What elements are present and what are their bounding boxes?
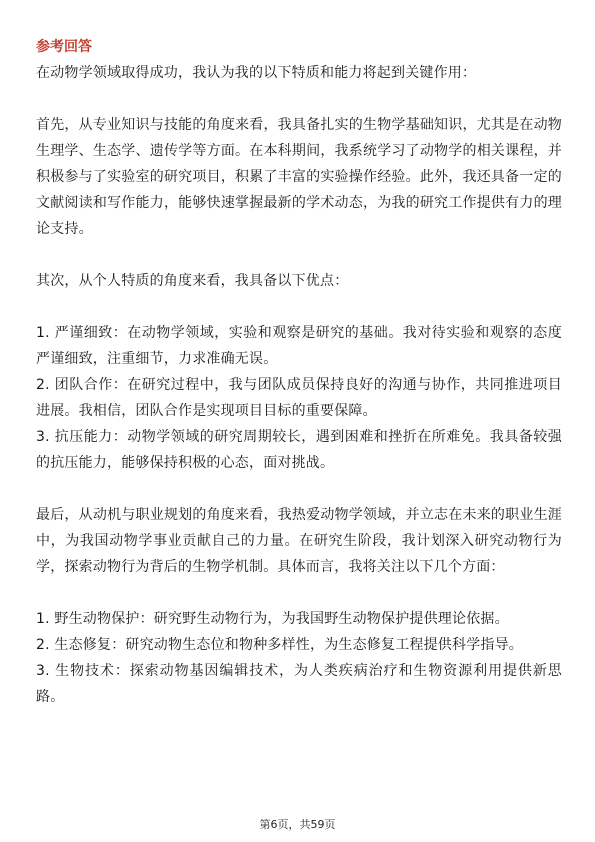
first-paragraph: 首先，从专业知识与技能的角度来看，我具备扎实的生物学基础知识，尤其是在动物生理学、生态学、遗传学等方面。在本科期间，我系统学习了动物学的相关课程，并积极参与了实验室的研究项目，积累了丰富的实验操作经验。此外，我还具备一定的文献阅读和写作能力，能够快速掌握最新的学术动态，为我的研究工作提供有力的理论支持。 — [36, 117, 562, 237]
trait-item: 2. 团队合作：在研究过程中，我与团队成员保持良好的沟通与协作，共同推进项目进展。我相信，团队合作是实现项目目标的重要保障。 — [36, 377, 562, 419]
section-heading: 参考回答 — [36, 39, 92, 55]
spacer — [36, 580, 562, 606]
trait-item: 1. 严谨细致：在动物学领域，实验和观察是研究的基础。我对待实验和观察的态度严谨细致，注重细节，力求准确无误。 — [36, 325, 562, 367]
plan-item: 3. 生物技术：探索动物基因编辑技术，为人类疾病治疗和生物资源利用提供新思路。 — [36, 663, 562, 705]
spacer — [36, 294, 562, 320]
plan-item: 2. 生态修复：研究动物生态位和物种多样性，为生态修复工程提供科学指导。 — [36, 637, 524, 653]
answer-page — [36, 36, 562, 710]
spacer — [36, 86, 562, 112]
plan-item: 1. 野生动物保护：研究野生动物行为，为我国野生动物保护提供理论依据。 — [36, 611, 509, 627]
spacer — [36, 476, 562, 502]
second-intro-paragraph: 其次，从个人特质的角度来看，我具备以下优点： — [36, 273, 349, 289]
spacer — [36, 242, 562, 268]
trait-item: 3. 抗压能力：动物学领域的研究周期较长，遇到困难和挫折在所难免。我具备较强的抗压能力，能够保持积极的心态，面对挑战。 — [36, 429, 562, 471]
intro-paragraph: 在动物学领域取得成功，我认为我的以下特质和能力将起到关键作用： — [36, 65, 477, 81]
last-paragraph: 最后，从动机与职业规划的角度来看，我热爱动物学领域，并立志在未来的职业生涯中，为我国动物学事业贡献自己的力量。在研究生阶段，我计划深入研究动物行为学，探索动物行为背后的生物学机制。具体而言，我将关注以下几个方面： — [36, 507, 562, 575]
page-number: 第6页，共59页 — [259, 818, 336, 831]
